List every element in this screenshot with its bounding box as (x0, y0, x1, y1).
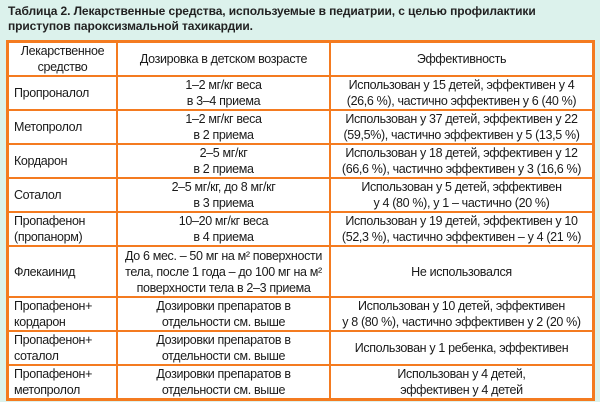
cell-line: Флекаинид (14, 264, 76, 279)
efficacy-cell (330, 110, 594, 144)
drug-cell (8, 110, 118, 144)
cell-line: эффективен у 4 детей (400, 383, 523, 397)
dosage-cell (117, 212, 330, 246)
cell-line: Метопролол (14, 120, 82, 134)
cell-line: тела, после 1 года – до 100 мг на м² (125, 264, 322, 279)
dosage-cell (117, 110, 330, 144)
cell-line: 10–20 мг/кг веса (178, 214, 269, 228)
cell-line: в 2 приема (193, 128, 254, 142)
cell-line: (59,5%), частично эффективен у 5 (13,5 %) (343, 128, 580, 142)
cell-line: До 6 мес. – 50 мг на м² поверхности (125, 248, 322, 263)
drug-cell (8, 365, 118, 400)
cell-line: Использован у 4 детей, (397, 367, 526, 381)
dosage-cell (117, 178, 330, 212)
drug-cell (8, 178, 118, 212)
cell-line: Не использовался (411, 264, 512, 279)
cell-line: 2–5 мг/кг, до 8 мг/кг (171, 180, 276, 194)
cell-line: отдельности см. выше (161, 383, 286, 397)
cell-line: Использован у 5 детей, эффективен (361, 180, 562, 194)
cell-line: кордарон (14, 315, 66, 329)
efficacy-cell (330, 365, 594, 400)
table-row (8, 144, 594, 178)
header-dosage (117, 42, 330, 77)
cell-line: средство (37, 60, 88, 74)
table-row (8, 331, 594, 365)
table-row (8, 246, 594, 297)
cell-line: Кордарон (14, 154, 68, 168)
table-row (8, 110, 594, 144)
cell-line: Использован у 18 детей, эффективен у 12 (345, 146, 578, 160)
header-efficacy (330, 42, 594, 77)
efficacy-cell (330, 331, 594, 365)
cell-line: Эффективность (416, 52, 507, 66)
drug-cell (8, 331, 118, 365)
cell-line: в 3 приема (193, 196, 254, 210)
cell-line: в 3–4 приема (186, 94, 261, 108)
table-caption: Таблица 2. Лекарственные средства, используемые в педиатрии, с целью профилактики приступов пароксизмальной тахикардии. (8, 4, 536, 33)
header-row (8, 42, 594, 77)
cell-line: Пропафенон+ (14, 367, 93, 381)
efficacy-cell (330, 246, 594, 297)
efficacy-cell (330, 297, 594, 331)
dosage-cell (117, 297, 330, 331)
cell-line: (пропанорм) (14, 230, 83, 244)
cell-line: Пропафенон+ (14, 333, 93, 347)
cell-line: Дозировка в детском возрасте (139, 52, 308, 66)
cell-line: Дозировки препаратов в (156, 333, 291, 347)
cell-line: Использован у 1 ребенка, эффективен (354, 341, 569, 355)
dosage-cell (117, 246, 330, 297)
dosage-cell (117, 144, 330, 178)
cell-line: 2–5 мг/кг (199, 146, 248, 160)
table-row (8, 365, 594, 400)
dosage-cell (117, 331, 330, 365)
cell-line: отдельности см. выше (161, 349, 286, 363)
efficacy-cell (330, 178, 594, 212)
cell-line: метопролол (14, 383, 80, 397)
dosage-cell (117, 365, 330, 400)
drug-cell (8, 212, 118, 246)
cell-line: Пропафенон+ (14, 299, 93, 313)
cell-line: Использован у 19 детей, эффективен у 10 (345, 214, 578, 228)
efficacy-cell (330, 144, 594, 178)
cell-line: Пропафенон (14, 214, 86, 228)
dosage-cell (117, 76, 330, 110)
drug-cell (8, 297, 118, 331)
cell-line: у 4 (80 %), у 1 – частично (20 %) (373, 196, 550, 210)
cell-line: 1–2 мг/кг веса (185, 112, 262, 126)
drug-table (6, 40, 595, 401)
efficacy-cell (330, 76, 594, 110)
cell-line: Дозировки препаратов в (156, 299, 291, 313)
table-row (8, 212, 594, 246)
cell-line: Лекарственное (20, 44, 105, 58)
drug-cell (8, 246, 118, 297)
drug-cell (8, 76, 118, 110)
header-drug (8, 42, 118, 77)
cell-line: Пропроналол (14, 86, 89, 100)
cell-line: 1–2 мг/кг веса (185, 78, 262, 92)
cell-line: Дозировки препаратов в (156, 367, 291, 381)
cell-line: (26,6 %), частично эффективен у 6 (40 %) (346, 94, 577, 108)
efficacy-cell (330, 212, 594, 246)
cell-line: Использован у 37 детей, эффективен у 22 (345, 112, 578, 126)
cell-line: (66,6 %), частично эффективен у 3 (16,6 %) (341, 162, 582, 176)
table-row (8, 297, 594, 331)
table-row (8, 76, 594, 110)
cell-line: Использован у 15 детей, эффективен у 4 (348, 78, 575, 92)
cell-line: в 2 приема (193, 162, 254, 176)
cell-line: отдельности см. выше (161, 315, 286, 329)
cell-line: Соталол (14, 188, 62, 202)
cell-line: поверхности тела в 2–3 приема (136, 280, 311, 295)
cell-line: Использован у 10 детей, эффективен (358, 299, 565, 313)
drug-cell (8, 144, 118, 178)
cell-line: в 4 приема (193, 230, 254, 244)
cell-line: у 8 (80 %), частично эффективен у 2 (20 %) (342, 315, 581, 329)
cell-line: (52,3 %), частично эффективен – у 4 (21 %) (341, 230, 582, 244)
table-row (8, 178, 594, 212)
cell-line: соталол (14, 349, 59, 363)
